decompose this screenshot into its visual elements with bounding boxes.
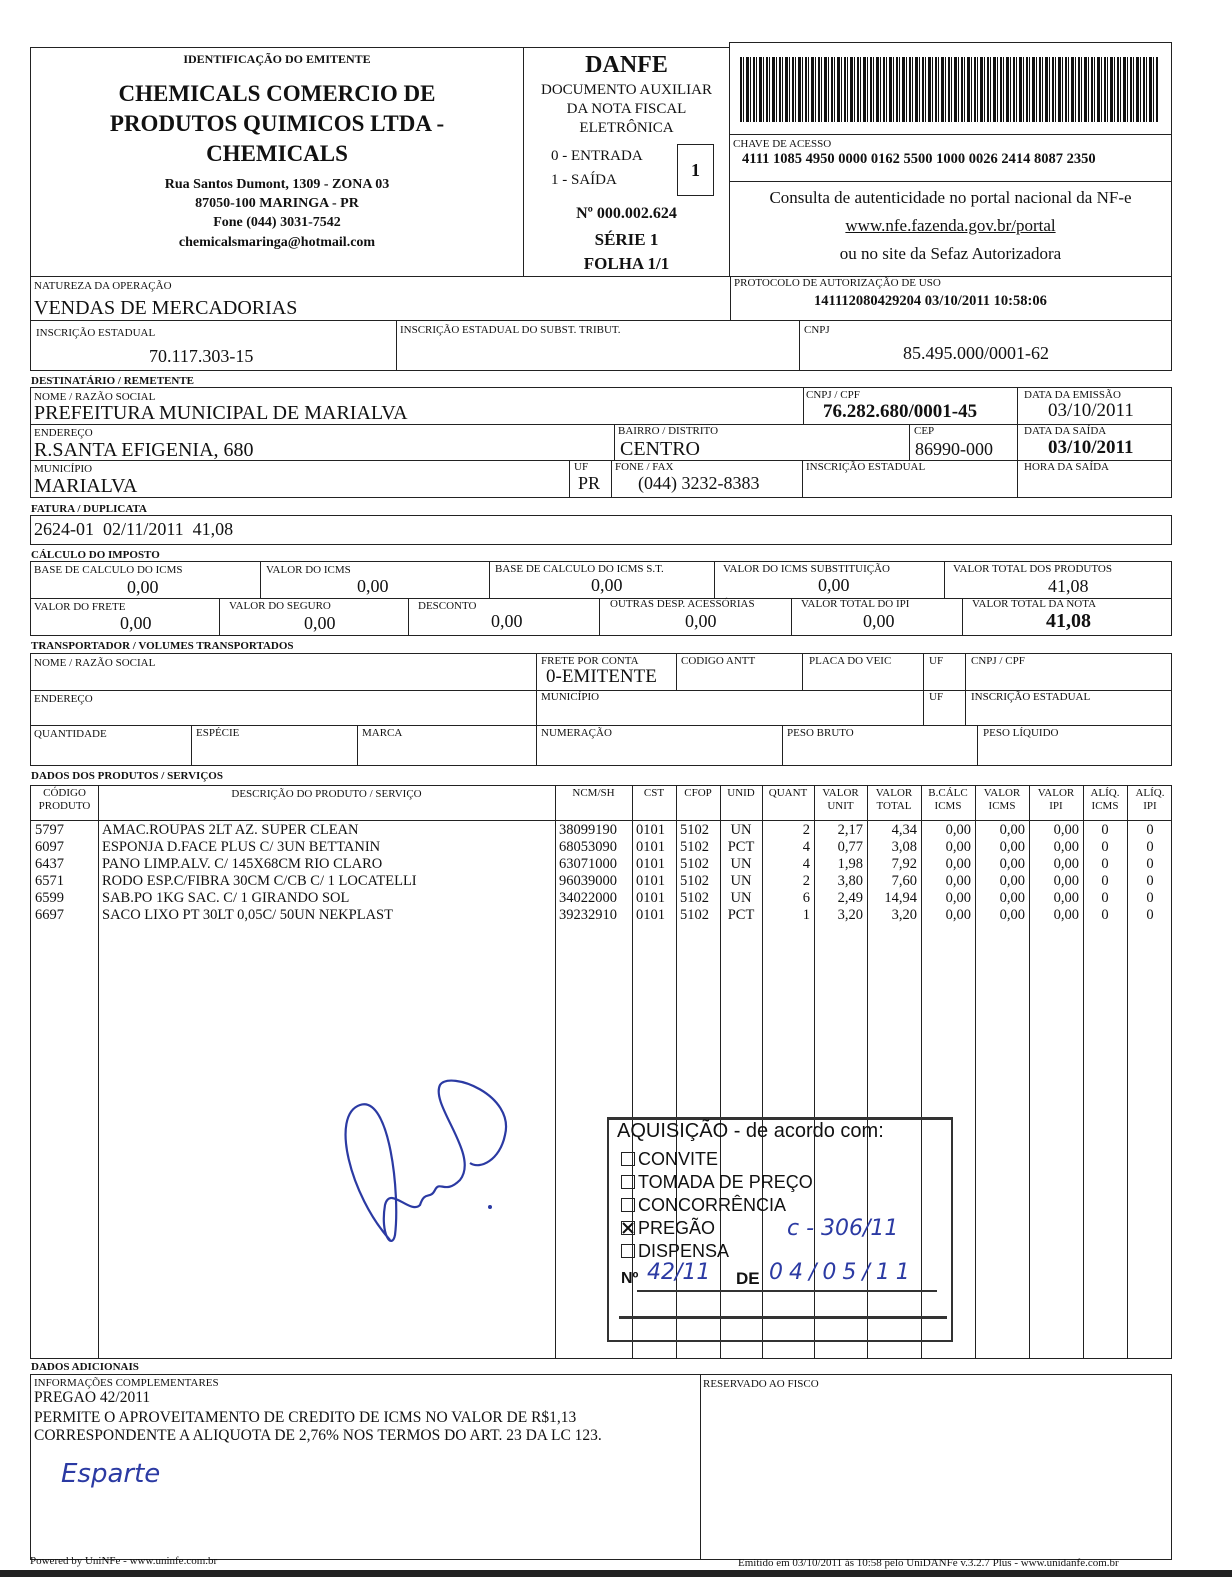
column-aliq-ipi bbox=[1131, 822, 1169, 924]
table-cell: 5102 bbox=[680, 856, 709, 872]
table-cell: 7,60 bbox=[891, 873, 917, 889]
table-cell: 6097 bbox=[35, 839, 64, 855]
table-cell: 7,92 bbox=[891, 856, 917, 872]
natureza-label: NATUREZA DA OPERAÇÃO bbox=[34, 280, 172, 292]
header-descricao: DESCRIÇÃO DO PRODUTO / SERVIÇO bbox=[231, 788, 422, 800]
header-vipi: VALOR IPI bbox=[1037, 787, 1075, 812]
table-cell: 0101 bbox=[636, 839, 665, 855]
desconto-label: DESCONTO bbox=[418, 600, 477, 612]
table-cell: 2,49 bbox=[837, 890, 863, 906]
handwritten-note: Esparte bbox=[61, 1459, 161, 1489]
table-cell: 0,00 bbox=[1053, 890, 1079, 906]
header-aliq-ipi: ALÍQ. IPI bbox=[1135, 787, 1165, 812]
danfe-number: Nº 000.002.624 bbox=[576, 205, 677, 222]
fisco-label: RESERVADO AO FISCO bbox=[703, 1378, 819, 1390]
imposto-box bbox=[30, 561, 1172, 636]
table-cell: PCT bbox=[727, 839, 755, 855]
base-icms-label: BASE DE CALCULO DO ICMS bbox=[34, 564, 183, 576]
quantidade-label: QUANTIDADE bbox=[34, 728, 107, 740]
table-cell: 0,00 bbox=[1053, 856, 1079, 872]
table-cell: 0 bbox=[1146, 890, 1154, 906]
header-aliq-icms: ALÍQ. ICMS bbox=[1090, 787, 1120, 812]
fone-label: FONE / FAX bbox=[615, 461, 674, 473]
table-cell: 2 bbox=[802, 873, 810, 889]
total-nota-value: 41,08 bbox=[1046, 610, 1091, 632]
emitter-city: 87050-100 MARINGA - PR bbox=[195, 196, 359, 211]
column-vipi bbox=[1033, 822, 1079, 924]
table-cell: 0,00 bbox=[945, 839, 971, 855]
header-cst: CST bbox=[643, 787, 665, 799]
table-cell: 0 bbox=[1101, 822, 1109, 838]
info-line-1: PREGAO 42/2011 bbox=[34, 1389, 151, 1406]
danfe-saida: 1 - SAÍDA bbox=[551, 172, 617, 188]
stamp-option bbox=[621, 1217, 715, 1239]
fatura-value: 2624-01 02/11/2011 41,08 bbox=[34, 519, 234, 539]
emitter-section-label: IDENTIFICAÇÃO DO EMITENTE bbox=[183, 52, 371, 66]
fone-value: (044) 3232-8383 bbox=[638, 473, 760, 493]
table-cell: 0101 bbox=[636, 822, 665, 838]
municipio-label: MUNICÍPIO bbox=[34, 463, 93, 475]
emitter-phone: Fone (044) 3031-7542 bbox=[213, 215, 341, 230]
table-cell: 5102 bbox=[680, 907, 709, 923]
stamp-option bbox=[621, 1194, 786, 1216]
table-cell: 0,00 bbox=[1053, 907, 1079, 923]
column-vtotal bbox=[871, 822, 917, 924]
table-cell: PANO LIMP.ALV. C/ 145X68CM RIO CLARO bbox=[102, 856, 383, 872]
checkbox-icon bbox=[621, 1175, 635, 1189]
table-cell: 0,00 bbox=[945, 890, 971, 906]
table-cell: SACO LIXO PT 30LT 0,05C/ 50UN NEKPLAST bbox=[102, 907, 393, 923]
natureza-value: VENDAS DE MERCADORIAS bbox=[34, 297, 298, 319]
checkbox-icon bbox=[621, 1244, 635, 1258]
column-descricao bbox=[102, 822, 551, 924]
table-cell: 0 bbox=[1146, 856, 1154, 872]
danfe-box bbox=[523, 47, 730, 277]
table-cell: 0,00 bbox=[999, 856, 1025, 872]
table-cell: 0,00 bbox=[945, 822, 971, 838]
recipient-endereco: R.SANTA EFIGENIA, 680 bbox=[34, 439, 254, 461]
base-st-value: 0,00 bbox=[591, 575, 623, 595]
column-bcalc bbox=[925, 822, 971, 924]
header-cfop: CFOP bbox=[684, 787, 712, 799]
stamp-option bbox=[621, 1148, 718, 1170]
total-prod-value: 41,08 bbox=[1048, 576, 1089, 596]
table-cell: PCT bbox=[727, 907, 755, 923]
column-cst bbox=[636, 822, 672, 924]
table-cell: 6697 bbox=[35, 907, 64, 923]
transport-box bbox=[30, 653, 1172, 766]
table-cell: 0,00 bbox=[1053, 822, 1079, 838]
header-unid: UNID bbox=[727, 787, 755, 799]
column-codigo bbox=[35, 822, 94, 924]
protocolo-value: 141112080429204 03/10/2011 10:58:06 bbox=[814, 293, 1047, 309]
consulta-line-1: Consulta de autenticidade no portal nacional da NF-e bbox=[769, 188, 1132, 207]
cep-label: CEP bbox=[914, 425, 935, 437]
protocolo-label: PROTOCOLO DE AUTORIZAÇÃO DE USO bbox=[734, 277, 941, 289]
column-quant bbox=[766, 822, 810, 924]
table-cell: 3,08 bbox=[891, 839, 917, 855]
table-cell: 1,98 bbox=[837, 856, 863, 872]
ipi-value: 0,00 bbox=[863, 611, 895, 631]
especie-label: ESPÉCIE bbox=[196, 727, 240, 739]
imposto-section-label: CÁLCULO DO IMPOSTO bbox=[31, 549, 160, 561]
table-cell: 0 bbox=[1101, 890, 1109, 906]
transport-municipio-label: MUNICÍPIO bbox=[541, 691, 600, 703]
header-codigo: CÓDIGO PRODUTO bbox=[38, 787, 91, 812]
transport-nome-label: NOME / RAZÃO SOCIAL bbox=[34, 657, 156, 669]
access-key: 4111 1085 4950 0000 0162 5500 1000 0026 2414 8087 2350 bbox=[742, 151, 1096, 167]
emitter-address: Rua Santos Dumont, 1309 - ZONA 03 bbox=[164, 177, 390, 192]
table-cell: 0 bbox=[1101, 839, 1109, 855]
table-cell: 3,20 bbox=[837, 907, 863, 923]
fatura-box bbox=[30, 515, 1172, 545]
table-cell: 3,20 bbox=[891, 907, 917, 923]
access-key-label: CHAVE DE ACESSO bbox=[733, 138, 832, 150]
table-cell: UN bbox=[730, 873, 752, 889]
table-cell: 4 bbox=[802, 856, 810, 872]
emitter-name-line-2: PRODUTOS QUIMICOS LTDA - bbox=[109, 111, 445, 136]
desconto-value: 0,00 bbox=[491, 611, 523, 631]
table-cell: 0,00 bbox=[999, 839, 1025, 855]
saida-value: 03/10/2011 bbox=[1048, 437, 1134, 458]
table-cell: 0,00 bbox=[999, 873, 1025, 889]
additional-section-label: DADOS ADICIONAIS bbox=[31, 1361, 139, 1373]
table-cell: 4,34 bbox=[891, 822, 917, 838]
bairro-value: CENTRO bbox=[620, 438, 700, 460]
header-vunit: VALOR UNIT bbox=[822, 787, 859, 812]
cnpj-label: CNPJ bbox=[804, 324, 830, 336]
table-cell: 0 bbox=[1146, 873, 1154, 889]
ie-st-label: INSCRIÇÃO ESTADUAL DO SUBST. TRIBUT. bbox=[400, 324, 621, 336]
access-box bbox=[729, 42, 1172, 277]
header-bcalc: B.CÁLC ICMS bbox=[928, 787, 968, 812]
table-cell: 3,80 bbox=[837, 873, 863, 889]
table-cell: 6571 bbox=[35, 873, 64, 889]
stamp-option-label: PREGÃO bbox=[638, 1218, 716, 1238]
hora-label: HORA DA SAÍDA bbox=[1024, 461, 1109, 473]
stamp-option-label: CONCORRÊNCIA bbox=[638, 1195, 787, 1215]
additional-box bbox=[30, 1374, 1172, 1560]
column-vunit bbox=[818, 822, 863, 924]
peso-bruto-label: PESO BRUTO bbox=[787, 727, 854, 739]
stamp-de-label: DE bbox=[736, 1269, 760, 1288]
table-cell: 0 bbox=[1101, 873, 1109, 889]
base-st-label: BASE DE CALCULO DO ICMS S.T. bbox=[495, 563, 664, 575]
danfe-subtitle-2: DA NOTA FISCAL bbox=[566, 101, 687, 117]
table-cell: 1 bbox=[802, 907, 810, 923]
table-cell: 0,00 bbox=[945, 907, 971, 923]
emitter-box bbox=[30, 47, 524, 277]
acquisition-stamp bbox=[607, 1117, 953, 1342]
ie-label: INSCRIÇÃO ESTADUAL bbox=[36, 327, 156, 339]
frete-label: VALOR DO FRETE bbox=[34, 601, 126, 613]
table-cell: 0 bbox=[1146, 839, 1154, 855]
table-cell: 0 bbox=[1146, 822, 1154, 838]
info-line-2: PERMITE O APROVEITAMENTO DE CREDITO DE ICMS NO VALOR DE R$1,13 bbox=[34, 1409, 577, 1426]
valor-icms-value: 0,00 bbox=[357, 576, 389, 596]
table-cell: 5102 bbox=[680, 839, 709, 855]
recipient-section-label: DESTINATÁRIO / REMETENTE bbox=[31, 375, 194, 387]
base-icms-value: 0,00 bbox=[127, 577, 159, 597]
column-cfop bbox=[680, 822, 716, 924]
table-cell: 0 bbox=[1101, 907, 1109, 923]
transport-ie-label: INSCRIÇÃO ESTADUAL bbox=[971, 691, 1091, 703]
transport-section-label: TRANSPORTADOR / VOLUMES TRANSPORTADOS bbox=[31, 640, 294, 652]
table-cell: 2,17 bbox=[837, 822, 863, 838]
checkbox-icon bbox=[621, 1221, 635, 1235]
table-cell: 0,00 bbox=[999, 890, 1025, 906]
table-cell: 68053090 bbox=[559, 839, 617, 855]
table-cell: 38099190 bbox=[559, 822, 617, 838]
cep-value: 86990-000 bbox=[915, 439, 993, 459]
recipient-ie-label: INSCRIÇÃO ESTADUAL bbox=[806, 461, 926, 473]
column-ncm bbox=[559, 822, 628, 924]
footer-left: Powered by UniNFe - www.uninfe.com.br bbox=[30, 1555, 218, 1567]
danfe-folha: FOLHA 1/1 bbox=[583, 254, 670, 273]
uf-label: UF bbox=[574, 461, 589, 473]
footer-right: Emitido em 03/10/2011 às 10:58 pelo UniDANFe v.3.2.7 Plus - www.unidanfe.com.br bbox=[738, 1557, 1119, 1569]
table-cell: 5102 bbox=[680, 873, 709, 889]
municipio-value: MARIALVA bbox=[34, 475, 138, 497]
stamp-option-label: DISPENSA bbox=[638, 1241, 730, 1261]
danfe-subtitle-3: ELETRÔNICA bbox=[579, 120, 674, 136]
recipient-box bbox=[30, 387, 1172, 498]
header-vtotal: VALOR TOTAL bbox=[875, 787, 913, 812]
checkbox-icon bbox=[621, 1198, 635, 1212]
danfe-type-box: 1 bbox=[677, 144, 714, 196]
natureza-row bbox=[30, 276, 1172, 321]
emissao-value: 03/10/2011 bbox=[1048, 400, 1134, 421]
recipient-cnpj: 76.282.680/0001-45 bbox=[823, 401, 978, 422]
total-nota-label: VALOR TOTAL DA NOTA bbox=[972, 598, 1097, 610]
table-cell: UN bbox=[730, 890, 752, 906]
valor-st-label: VALOR DO ICMS SUBSTITUIÇÃO bbox=[723, 563, 890, 575]
marca-label: MARCA bbox=[362, 727, 403, 739]
ipi-label: VALOR TOTAL DO IPI bbox=[801, 598, 910, 610]
seguro-label: VALOR DO SEGURO bbox=[229, 600, 331, 612]
outras-label: OUTRAS DESP. ACESSÓRIAS bbox=[610, 598, 755, 610]
uf-value: PR bbox=[578, 473, 601, 493]
transport-cnpj-label: CNPJ / CPF bbox=[971, 655, 1025, 667]
table-cell: 4 bbox=[802, 839, 810, 855]
table-cell: 0,77 bbox=[837, 839, 863, 855]
ie-row bbox=[30, 320, 1172, 371]
placa-label: PLACA DO VEIC bbox=[809, 655, 892, 667]
table-cell: 5797 bbox=[35, 822, 64, 838]
table-cell: 0,00 bbox=[1053, 839, 1079, 855]
info-line-3: CORRESPONDENTE A ALIQUOTA DE 2,76% NOS TERMOS DO ART. 23 DA LC 123. bbox=[34, 1427, 602, 1444]
signature bbox=[330, 1075, 530, 1255]
table-cell: 0,00 bbox=[945, 873, 971, 889]
products-section-label: DADOS DOS PRODUTOS / SERVIÇOS bbox=[31, 770, 223, 782]
table-cell: UN bbox=[730, 856, 752, 872]
transport-frete-label: FRETE POR CONTA bbox=[541, 655, 639, 667]
stamp-option-label: TOMADA DE PREÇO bbox=[638, 1172, 813, 1192]
table-cell: 0101 bbox=[636, 873, 665, 889]
stamp-title: AQUISIÇÃO - de acordo com: bbox=[617, 1120, 884, 1142]
table-cell: AMAC.ROUPAS 2LT AZ. SUPER CLEAN bbox=[102, 822, 359, 838]
stamp-numero: 42/11 bbox=[647, 1260, 711, 1285]
recipient-nome-label: NOME / RAZÃO SOCIAL bbox=[34, 391, 156, 403]
table-cell: 0 bbox=[1146, 907, 1154, 923]
stamp-option-label: CONVITE bbox=[638, 1149, 719, 1169]
table-cell: 0101 bbox=[636, 890, 665, 906]
table-cell: 2 bbox=[802, 822, 810, 838]
ie-value: 70.117.303-15 bbox=[149, 346, 254, 366]
numeracao-label: NUMERAÇÃO bbox=[541, 727, 612, 739]
products-table bbox=[30, 785, 1172, 1359]
table-cell: 34022000 bbox=[559, 890, 617, 906]
transport-uf2-label: UF bbox=[929, 691, 944, 703]
table-cell: 0,00 bbox=[1053, 873, 1079, 889]
transport-endereco-label: ENDEREÇO bbox=[34, 693, 93, 705]
table-cell: SAB.PO 1KG SAC. C/ 1 GIRANDO SOL bbox=[102, 890, 350, 906]
peso-liquido-label: PESO LÍQUIDO bbox=[983, 727, 1059, 739]
emitter-name-line-3: CHEMICALS bbox=[206, 141, 348, 166]
fatura-section-label: FATURA / DUPLICATA bbox=[31, 503, 147, 515]
table-cell: 96039000 bbox=[559, 873, 617, 889]
transport-frete-value: 0-EMITENTE bbox=[546, 666, 657, 687]
stamp-date: 04/05/11 bbox=[769, 1260, 916, 1285]
recipient-endereco-label: ENDEREÇO bbox=[34, 427, 93, 439]
header-ncm: NCM/SH bbox=[572, 787, 615, 799]
danfe-subtitle-1: DOCUMENTO AUXILIAR bbox=[541, 82, 712, 98]
table-cell: 6437 bbox=[35, 856, 64, 872]
header-quant: QUANT bbox=[768, 787, 808, 799]
outras-value: 0,00 bbox=[685, 611, 717, 631]
table-cell: 0101 bbox=[636, 856, 665, 872]
header-vicms: VALOR ICMS bbox=[983, 787, 1021, 812]
stamp-option bbox=[621, 1240, 729, 1262]
table-cell: UN bbox=[730, 822, 752, 838]
table-cell: 0101 bbox=[636, 907, 665, 923]
barcode bbox=[740, 57, 1158, 122]
valor-icms-label: VALOR DO ICMS bbox=[266, 564, 351, 576]
recipient-nome: PREFEITURA MUNICIPAL DE MARIALVA bbox=[34, 402, 408, 424]
column-unid bbox=[724, 822, 758, 924]
danfe-title: DANFE bbox=[585, 52, 668, 78]
table-cell: ESPONJA D.FACE PLUS C/ 3UN BETTANIN bbox=[102, 839, 381, 855]
seguro-value: 0,00 bbox=[304, 613, 336, 633]
stamp-handwritten-ref: c - 306/11 bbox=[787, 1216, 899, 1241]
info-label: INFORMAÇÕES COMPLEMENTARES bbox=[34, 1377, 219, 1389]
consulta-line-3: ou no site da Sefaz Autorizadora bbox=[839, 244, 1062, 263]
emissao-label: DATA DA EMISSÃO bbox=[1024, 389, 1121, 401]
table-cell: 5102 bbox=[680, 890, 709, 906]
table-cell: 5102 bbox=[680, 822, 709, 838]
column-vicms bbox=[979, 822, 1025, 924]
transport-uf-label: UF bbox=[929, 655, 944, 667]
table-cell: 63071000 bbox=[559, 856, 617, 872]
bairro-label: BAIRRO / DISTRITO bbox=[618, 425, 719, 437]
checkbox-icon bbox=[621, 1152, 635, 1166]
cnpj-value: 85.495.000/0001-62 bbox=[903, 343, 1049, 363]
scan-edge bbox=[0, 1570, 1232, 1577]
danfe-serie: SÉRIE 1 bbox=[594, 230, 659, 249]
portal-link[interactable]: www.nfe.fazenda.gov.br/portal bbox=[845, 216, 1056, 235]
antt-label: CODIGO ANTT bbox=[681, 655, 756, 667]
saida-label: DATA DA SAÍDA bbox=[1024, 425, 1107, 437]
table-cell: 0,00 bbox=[945, 856, 971, 872]
table-cell: 6599 bbox=[35, 890, 64, 906]
table-cell: 6 bbox=[802, 890, 810, 906]
emitter-name-line-1: CHEMICALS COMERCIO DE bbox=[118, 81, 436, 106]
column-aliq-icms bbox=[1087, 822, 1123, 924]
table-cell: 0 bbox=[1101, 856, 1109, 872]
stamp-option bbox=[621, 1171, 813, 1193]
table-cell: 0,00 bbox=[999, 907, 1025, 923]
danfe-entrada: 0 - ENTRADA bbox=[551, 148, 643, 164]
table-cell: 0,00 bbox=[999, 822, 1025, 838]
table-cell: 39232910 bbox=[559, 907, 617, 923]
frete-value: 0,00 bbox=[120, 613, 152, 633]
table-cell: 14,94 bbox=[884, 890, 917, 906]
total-prod-label: VALOR TOTAL DOS PRODUTOS bbox=[953, 563, 1112, 575]
emitter-email: chemicalsmaringa@hotmail.com bbox=[178, 235, 376, 250]
stamp-numero-prefix: Nº bbox=[621, 1270, 639, 1287]
recipient-cnpj-label: CNPJ / CPF bbox=[806, 389, 860, 401]
valor-st-value: 0,00 bbox=[818, 575, 850, 595]
table-cell: RODO ESP.C/FIBRA 30CM C/CB C/ 1 LOCATELLI bbox=[102, 873, 417, 889]
